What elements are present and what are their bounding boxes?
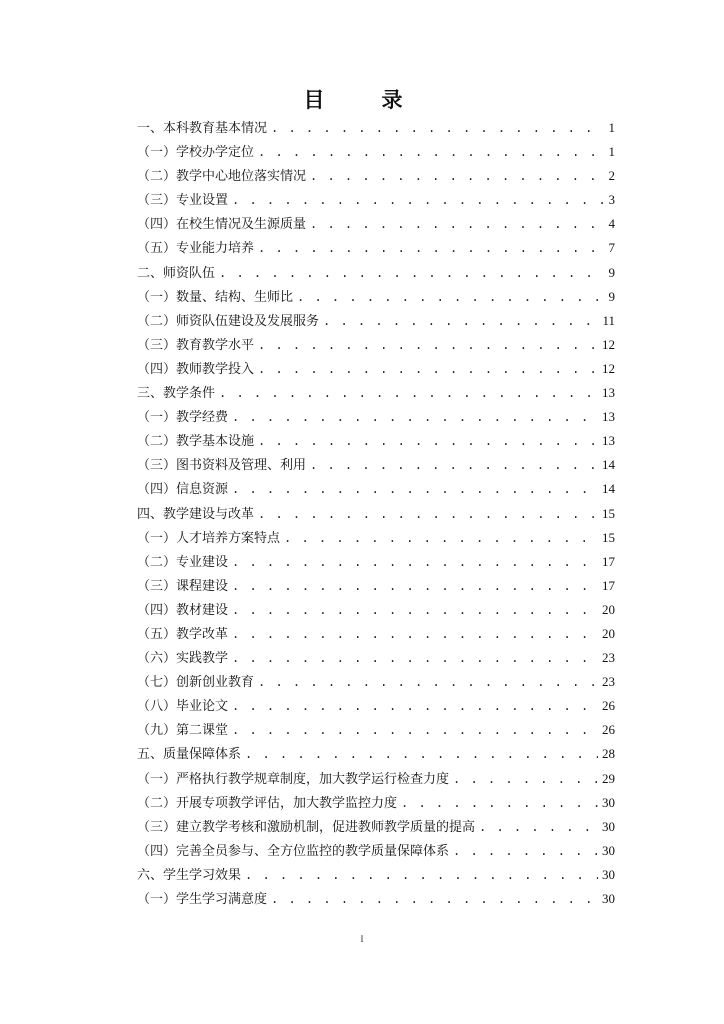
toc-entry[interactable] [137, 550, 615, 574]
dot-leader [258, 140, 604, 164]
toc-entry-label: 一、本科教育基本情况 [137, 121, 268, 136]
dot-leader [232, 574, 598, 598]
toc-entry-page-number: 29 [602, 770, 615, 786]
dot-leader [258, 502, 598, 526]
toc-entry-page-number: 20 [602, 601, 615, 617]
toc-entry[interactable] [137, 236, 615, 260]
toc-entry-page-number: 28 [602, 746, 615, 762]
toc-entry[interactable] [137, 502, 615, 526]
toc-entry-page-number: 3 [608, 192, 615, 208]
toc-entry-page-number: 14 [602, 457, 615, 473]
toc-entry-label: （六）实践教学 [137, 651, 229, 667]
dot-leader [245, 742, 598, 766]
toc-entry-page-number: 12 [602, 336, 615, 352]
toc-entry-page-number: 11 [602, 312, 615, 328]
dot-leader [232, 622, 598, 646]
toc-entry[interactable] [137, 742, 615, 766]
dot-leader [258, 429, 598, 453]
toc-entry-label: （三）建立教学考核和激励机制，促进教师教学质量的提高 [137, 819, 476, 835]
toc-entry[interactable] [137, 863, 615, 887]
toc-entry[interactable] [137, 887, 615, 911]
toc-entry[interactable] [137, 815, 615, 839]
dot-leader [232, 598, 598, 622]
dot-leader [310, 453, 598, 477]
dot-leader [232, 718, 598, 742]
dot-leader [232, 694, 598, 718]
toc-entry-page-number: 23 [602, 650, 615, 666]
toc-entry[interactable] [137, 357, 615, 381]
toc-entry-page-number: 15 [602, 505, 615, 521]
toc-entry-label: （七）创新创业教育 [137, 675, 255, 691]
toc-title: 目 录 [303, 87, 421, 112]
toc-entry[interactable] [137, 405, 615, 429]
toc-entry[interactable] [137, 429, 615, 453]
dot-leader [232, 405, 598, 429]
toc-entry-page-number: 9 [608, 288, 615, 304]
toc-entry-page-number: 23 [602, 674, 615, 690]
dot-leader [258, 236, 604, 260]
toc-entry-label: （一）教学经费 [137, 410, 229, 426]
toc-entry-page-number: 13 [602, 433, 615, 449]
toc-entry-page-number: 15 [602, 529, 615, 545]
toc-entry[interactable] [137, 285, 615, 309]
toc-entry-label: （八）毕业论文 [137, 699, 229, 715]
toc-entry-label: （四）在校生情况及生源质量 [137, 217, 307, 233]
toc-entry[interactable] [137, 574, 615, 598]
toc-entry[interactable] [137, 839, 615, 863]
toc-entry[interactable] [137, 622, 615, 646]
toc-entry[interactable] [137, 212, 615, 236]
toc-entry[interactable] [137, 164, 615, 188]
toc-entry-label: （二）开展专项教学评估，加大教学监控力度 [137, 795, 398, 811]
toc-entry-page-number: 1 [608, 120, 615, 135]
toc-entry-page-number: 9 [608, 264, 615, 280]
toc-entry-label: 三、教学条件 [137, 386, 216, 402]
toc-entry[interactable] [137, 116, 615, 140]
toc-entry-label: （四）教材建设 [137, 602, 229, 618]
toc-entry[interactable] [137, 598, 615, 622]
toc-entry-label: （五）专业能力培养 [137, 241, 255, 257]
toc-entry-page-number: 13 [602, 385, 615, 401]
toc-entry-label: （四）信息资源 [137, 482, 229, 498]
toc-entry-label: 五、质量保障体系 [137, 747, 242, 763]
toc-entry-label: （一）学校办学定位 [137, 145, 255, 161]
dot-leader [271, 887, 598, 911]
toc-entry-page-number: 20 [602, 625, 615, 641]
dot-leader [479, 815, 598, 839]
toc-entry-label: （三）专业设置 [137, 193, 229, 209]
toc-entry[interactable] [137, 646, 615, 670]
toc-entry-page-number: 14 [602, 481, 615, 497]
dot-leader [310, 164, 604, 188]
table-of-contents [137, 116, 615, 911]
dot-leader [453, 839, 598, 863]
toc-entry-label: （一）严格执行教学规章制度，加大教学运行检查力度 [137, 771, 450, 787]
toc-entry[interactable] [137, 453, 615, 477]
toc-entry-page-number: 1 [608, 144, 615, 160]
toc-entry-label: （三）课程建设 [137, 578, 229, 594]
toc-entry-label: （五）教学改革 [137, 626, 229, 642]
toc-entry-page-number: 17 [602, 553, 615, 569]
toc-entry-page-number: 26 [602, 722, 615, 738]
dot-leader [219, 381, 598, 405]
toc-entry-page-number: 30 [602, 842, 615, 858]
toc-entry-label: （一）数量、结构、生师比 [137, 289, 294, 305]
dot-leader [258, 357, 598, 381]
toc-entry-page-number: 30 [602, 794, 615, 810]
toc-entry[interactable] [137, 526, 615, 550]
dot-leader [232, 477, 598, 501]
page-number-footer: I [360, 934, 364, 944]
dot-leader [258, 670, 598, 694]
toc-entry[interactable] [137, 767, 615, 791]
dot-leader [232, 550, 598, 574]
toc-entry[interactable] [137, 477, 615, 501]
toc-entry-label: 六、学生学习效果 [137, 867, 242, 883]
toc-entry-label: 四、教学建设与改革 [137, 506, 255, 522]
dot-leader [258, 333, 598, 357]
dot-leader [453, 767, 598, 791]
dot-leader [323, 309, 598, 333]
toc-entry-label: （三）图书资料及管理、利用 [137, 458, 307, 474]
toc-entry-label: （一）学生学习满意度 [137, 892, 268, 907]
toc-entry-label: （三）教育教学水平 [137, 337, 255, 353]
toc-entry-page-number: 4 [608, 216, 615, 232]
toc-entry[interactable] [137, 670, 615, 694]
toc-entry-page-number: 2 [608, 168, 615, 184]
toc-entry-page-number: 12 [602, 360, 615, 376]
toc-entry[interactable] [137, 694, 615, 718]
dot-leader [232, 646, 598, 670]
dot-leader [284, 526, 598, 550]
toc-entry-label: （二）教学中心地位落实情况 [137, 169, 307, 185]
dot-leader [219, 261, 604, 285]
toc-entry-label: （四）完善全员参与、全方位监控的教学质量保障体系 [137, 843, 450, 859]
toc-entry-page-number: 30 [602, 891, 615, 906]
toc-entry-page-number: 7 [608, 240, 615, 256]
dot-leader [245, 863, 598, 887]
toc-entry[interactable] [137, 718, 615, 742]
toc-entry-label: （二）师资队伍建设及发展服务 [137, 313, 320, 329]
dot-leader [271, 116, 604, 140]
toc-entry[interactable] [137, 791, 615, 815]
dot-leader [401, 791, 598, 815]
dot-leader [310, 212, 604, 236]
toc-entry[interactable] [137, 188, 615, 212]
toc-entry-label: （九）第二课堂 [137, 723, 229, 739]
toc-entry[interactable] [137, 381, 615, 405]
toc-entry[interactable] [137, 261, 615, 285]
toc-entry-label: （二）教学基本设施 [137, 434, 255, 450]
toc-entry-page-number: 13 [602, 409, 615, 425]
toc-entry-page-number: 30 [602, 818, 615, 834]
dot-leader [232, 188, 604, 212]
toc-entry[interactable] [137, 140, 615, 164]
toc-entry-label: 二、师资队伍 [137, 265, 216, 281]
toc-entry[interactable] [137, 333, 615, 357]
toc-entry-label: （二）专业建设 [137, 554, 229, 570]
dot-leader [297, 285, 604, 309]
toc-entry-page-number: 17 [602, 577, 615, 593]
toc-entry[interactable] [137, 309, 615, 333]
toc-entry-page-number: 30 [602, 866, 615, 882]
toc-entry-page-number: 26 [602, 698, 615, 714]
toc-entry-label: （一）人才培养方案特点 [137, 530, 281, 546]
toc-entry-label: （四）教师教学投入 [137, 361, 255, 377]
